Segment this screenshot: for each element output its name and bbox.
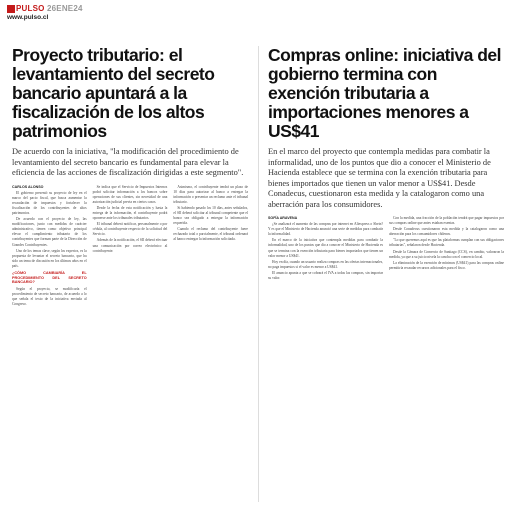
masthead: [7, 4, 207, 24]
publication-logo[interactable]: [7, 4, 207, 13]
article-left: [12, 46, 248, 308]
paragraph: Desde Conadecus cuestionaron esta medida y la catalogaron como una aberración para los consumidores chilenos.: [389, 227, 504, 237]
paragraph: La eliminación de la exención de mínimos (US$41) para las compras online permitiría recaudar recursos adicionales para el fisco.: [389, 260, 504, 270]
paragraph: Uno de los temas clave, según los expertos, es la propuesta de levantar el secreto bancario, que ha sido un tema de discusión en los últimos años en el país.: [12, 248, 87, 268]
article-lead: De acuerdo con la iniciativa, "la modificación del procedimiento de levantamiento del secreto bancario es fundamental para elevar la eficiencia de las acciones de fiscalización dirigidas a este segmento".: [12, 147, 244, 177]
paragraph: Según el proyecto, se modificaría el procedimiento de secreto bancario, de acuerdo a lo que señala el texto de la iniciativa enviada al Congreso.: [12, 286, 87, 307]
body-column-3: [173, 185, 248, 309]
paragraph: Cuando el reclamo del contribuyente fuere rechazado total o parcialmente, el tribunal ordenará al banco entregar la información solicitada.: [173, 227, 249, 242]
logo-text: PULSO 26ENE24: [16, 4, 83, 13]
byline: CARLOS ALONSO: [12, 184, 44, 189]
byline: SOFÍA ARAVENA: [268, 216, 298, 220]
body-column-2: [93, 185, 168, 309]
article-headline: Proyecto tributario: el levantamiento del secreto bancario apuntará a la fiscalización de los altos patrimonios: [12, 45, 215, 141]
paragraph: Se indica que el Servicio de Impuestos Internos podrá solicitar información a los bancos sobre operaciones de sus clientes, sin necesidad de una autorización judicial previa en ciertos casos.: [92, 184, 168, 204]
paragraph: Si habiendo pasado los 10 días, antes señalados, el SII deberá solicitar al tribunal competente que el banco sea obligado a entregar la información requerida.: [173, 205, 249, 226]
paragraph: Desde la fecha de esta notificación y hasta la entrega de la información, el contribuyente podrá oponerse ante los tribunales tributarios.: [92, 205, 168, 221]
paragraph: Además de la notificación, el SII deberá efectuar una comunicación por correo electrónico al contribuyente.: [92, 238, 168, 253]
logo-square-icon: [7, 5, 15, 13]
body-column-1: [268, 216, 383, 282]
paragraph: Asimismo, el contribuyente tendrá un plazo de 10 días para autorizar al banco a entregar la información o presentar un reclamo ante el tribunal tributario.: [173, 184, 249, 204]
paragraph: Hoy en día, cuando un usuario realiza compras en las ofertas internacionales, no paga impuestos si el valor es menor a US$41.: [268, 259, 383, 269]
paragraph: El anuncio apunta a que se cobrará el IVA a todas las compras, sin importar su valor.: [268, 270, 383, 281]
paragraph: Con la medida, una fracción de la población tendrá que pagar impuestos por sus compras online que antes estaban exentas.: [389, 216, 504, 226]
paragraph: El gobierno presentó su proyecto de ley en el marco del pacto fiscal, que busca aumentar la recaudación de impuestos y fortalecer la fiscalización de los contribuyentes de altos patrimonios.: [12, 190, 87, 215]
article-right: [268, 46, 504, 282]
paragraph: Desde la Cámara de Comercio de Santiago (CCS), en cambio, valoraron la medida, ya que a su juicio nivela la cancha con el comercio local.: [389, 249, 504, 259]
article-body: [12, 185, 248, 309]
article-body: [268, 216, 504, 282]
column-divider: [258, 46, 259, 502]
body-column-2: [389, 216, 504, 282]
section-subhead: ¿CÓMO CAMBIARÍA EL PROCEDIMIENTO DEL SECRETO BANCARIO?: [12, 271, 87, 285]
paragraph: En el marco de la iniciativa que contempla medidas para combatir la informalidad, uno de los puntos que dio a conocer el Ministerio de Hacienda es que se termina con la exención tributaria para bienes importados que tienen un valor menor a US$41.: [268, 238, 383, 258]
body-column-1: [12, 185, 87, 309]
paragraph: "Lo que queremos aquí es que las plataformas cumplan con sus obligaciones tributarias", señalaron desde Hacienda.: [389, 238, 504, 248]
paragraph: De acuerdo con el proyecto de ley, las modificaciones, junto con medidas de carácter administrativo, tienen como objetivo principal elevar el cumplimiento tributario de los contribuyentes que forman parte de la Dirección de Grandes Contribuyentes.: [12, 217, 87, 247]
site-url: www.pulso.cl: [7, 14, 49, 21]
article-lead: En el marco del proyecto que contempla medidas para combatir la informalidad, uno de los puntos que dio a conocer el Ministerio de Hacienda establece que se termina con la exención tributaria para bienes importados que tienen un valor menor a US$41. Desde Conadecus, cuestionaron esta medida y la catalogaron como una aberración para los consumidores.: [268, 147, 491, 209]
paragraph: ¿Se analizará el aumento de las compras por internet en Aliexpress o Shein? Y es que el Ministerio de Hacienda anunció una serie de medidas para combatir la informalidad.: [268, 222, 383, 237]
article-headline: Compras online: iniciativa del gobierno termina con exención tributaria a importaciones menores a US$41: [268, 45, 501, 141]
paragraph: El tribunal deberá notificar, personalmente o por cédula, al contribuyente respecto de la solicitud del Servicio.: [92, 222, 168, 237]
